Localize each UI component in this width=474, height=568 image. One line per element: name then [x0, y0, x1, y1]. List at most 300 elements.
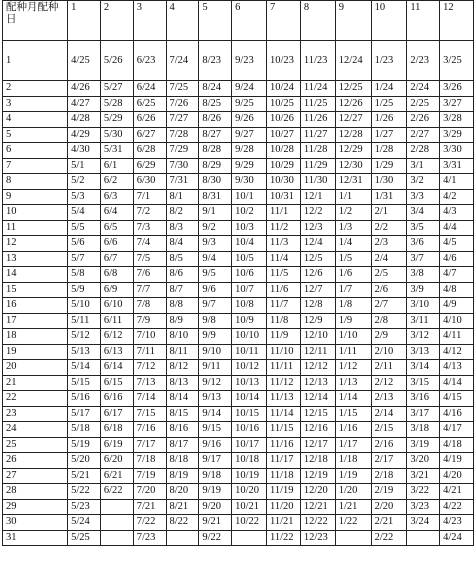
table-row [3, 453, 474, 469]
table-cell: 6/7 [100, 251, 133, 267]
table-cell: 9/6 [199, 282, 232, 298]
table-cell: 2/24 [407, 81, 440, 97]
table-cell: 6/10 [100, 298, 133, 314]
table-cell: 7/2 [133, 205, 166, 221]
table-cell: 4/6 [440, 251, 474, 267]
table-row [3, 515, 474, 531]
table-cell: 12/10 [300, 329, 335, 345]
table-cell: 11/19 [266, 484, 300, 500]
table-cell: 8/28 [199, 143, 232, 159]
day-label: 25 [3, 437, 68, 453]
table-cell: 10/13 [232, 375, 267, 391]
table-cell: 5/17 [68, 406, 101, 422]
table-cell: 7/15 [133, 406, 166, 422]
table-cell: 10/16 [232, 422, 267, 438]
table-cell: 7/27 [166, 112, 199, 128]
table-cell: 7/12 [133, 360, 166, 376]
table-cell: 6/26 [133, 112, 166, 128]
table-cell: 11/13 [266, 391, 300, 407]
day-label: 19 [3, 344, 68, 360]
table-cell: 11/30 [300, 174, 335, 190]
table-cell: 5/20 [68, 453, 101, 469]
table-cell: 10/19 [232, 468, 267, 484]
table-cell: 10/27 [266, 127, 300, 143]
table-cell: 1/7 [335, 282, 371, 298]
day-label: 18 [3, 329, 68, 345]
table-row [3, 236, 474, 252]
table-cell: 4/10 [440, 313, 474, 329]
table-cell: 9/13 [199, 391, 232, 407]
table-cell: 1/31 [371, 189, 407, 205]
table-cell: 9/2 [199, 220, 232, 236]
table-cell: 12/22 [300, 515, 335, 531]
table-cell: 10/26 [266, 112, 300, 128]
table-cell: 8/10 [166, 329, 199, 345]
table-cell: 12/23 [300, 530, 335, 546]
table-cell: 8/4 [166, 236, 199, 252]
month-header: 6 [232, 1, 267, 41]
table-cell: 12/5 [300, 251, 335, 267]
table-cell: 1/13 [335, 375, 371, 391]
table-cell: 10/23 [266, 41, 300, 81]
table-cell: 9/7 [199, 298, 232, 314]
table-cell: 12/21 [300, 499, 335, 515]
table-cell: 2/1 [371, 205, 407, 221]
table-cell: 4/22 [440, 499, 474, 515]
table-cell: 5/15 [68, 375, 101, 391]
table-cell: 1/10 [335, 329, 371, 345]
day-label: 7 [3, 158, 68, 174]
table-cell: 6/13 [100, 344, 133, 360]
table-cell: 7/9 [133, 313, 166, 329]
table-row [3, 174, 474, 190]
table-cell: 2/9 [371, 329, 407, 345]
month-header: 5 [199, 1, 232, 41]
table-cell: 1/3 [335, 220, 371, 236]
table-cell: 7/1 [133, 189, 166, 205]
table-cell: 9/9 [199, 329, 232, 345]
table-cell: 1/23 [371, 41, 407, 81]
table-cell: 2/4 [371, 251, 407, 267]
table-cell: 10/25 [266, 96, 300, 112]
table-cell: 8/13 [166, 375, 199, 391]
table-cell: 3/13 [407, 344, 440, 360]
day-label: 10 [3, 205, 68, 221]
table-row [3, 406, 474, 422]
table-row [3, 112, 474, 128]
table-cell: 12/17 [300, 437, 335, 453]
table-cell: 4/12 [440, 344, 474, 360]
day-label: 8 [3, 174, 68, 190]
table-cell: 7/28 [166, 127, 199, 143]
header-row [3, 1, 474, 41]
day-label: 30 [3, 515, 68, 531]
table-cell: 4/26 [68, 81, 101, 97]
table-cell: 8/1 [166, 189, 199, 205]
table-cell: 9/24 [232, 81, 267, 97]
table-cell: 10/5 [232, 251, 267, 267]
table-cell: 9/18 [199, 468, 232, 484]
table-cell: 3/19 [407, 437, 440, 453]
table-cell: 9/5 [199, 267, 232, 283]
table-cell: 3/10 [407, 298, 440, 314]
table-cell: 2/15 [371, 422, 407, 438]
table-cell: 6/11 [100, 313, 133, 329]
table-cell: 10/1 [232, 189, 267, 205]
table-row [3, 220, 474, 236]
table-cell: 2/26 [407, 112, 440, 128]
table-cell: 3/2 [407, 174, 440, 190]
table-cell: 12/3 [300, 220, 335, 236]
table-row [3, 158, 474, 174]
table-cell: 9/8 [199, 313, 232, 329]
table-cell [100, 515, 133, 531]
table-cell: 12/4 [300, 236, 335, 252]
table-cell: 9/20 [199, 499, 232, 515]
month-header: 1 [68, 1, 101, 41]
day-label: 13 [3, 251, 68, 267]
table-cell: 7/7 [133, 282, 166, 298]
table-cell: 8/23 [199, 41, 232, 81]
table-cell: 5/22 [68, 484, 101, 500]
month-header: 3 [133, 1, 166, 41]
table-cell: 12/1 [300, 189, 335, 205]
day-label: 1 [3, 41, 68, 81]
table-cell: 6/21 [100, 468, 133, 484]
table-cell: 5/28 [100, 96, 133, 112]
table-cell: 6/18 [100, 422, 133, 438]
table-cell: 7/5 [133, 251, 166, 267]
table-row [3, 41, 474, 81]
table-row [3, 530, 474, 546]
table-cell: 6/15 [100, 375, 133, 391]
table-cell: 11/3 [266, 236, 300, 252]
table-cell: 11/17 [266, 453, 300, 469]
table-cell: 1/16 [335, 422, 371, 438]
day-label: 4 [3, 112, 68, 128]
table-cell: 11/2 [266, 220, 300, 236]
table-cell: 8/9 [166, 313, 199, 329]
table-cell: 1/24 [371, 81, 407, 97]
table-cell: 9/17 [199, 453, 232, 469]
table-cell: 4/23 [440, 515, 474, 531]
table-cell: 10/4 [232, 236, 267, 252]
table-cell: 9/16 [199, 437, 232, 453]
table-row [3, 298, 474, 314]
table-cell: 12/26 [335, 96, 371, 112]
table-cell: 4/30 [68, 143, 101, 159]
table-cell: 5/10 [68, 298, 101, 314]
table-cell: 4/21 [440, 484, 474, 500]
table-cell: 1/29 [371, 158, 407, 174]
table-cell: 2/23 [407, 41, 440, 81]
table-cell: 4/5 [440, 236, 474, 252]
table-cell: 6/16 [100, 391, 133, 407]
table-row [3, 251, 474, 267]
table-row [3, 360, 474, 376]
table-cell: 11/18 [266, 468, 300, 484]
table-cell [100, 530, 133, 546]
table-cell: 3/26 [440, 81, 474, 97]
table-cell: 4/2 [440, 189, 474, 205]
day-label: 14 [3, 267, 68, 283]
table-cell: 7/6 [133, 267, 166, 283]
table-row [3, 375, 474, 391]
table-row [3, 205, 474, 221]
table-cell: 6/1 [100, 158, 133, 174]
table-cell: 5/30 [100, 127, 133, 143]
table-cell: 1/5 [335, 251, 371, 267]
table-cell: 12/18 [300, 453, 335, 469]
table-cell: 4/28 [68, 112, 101, 128]
table-cell: 12/27 [335, 112, 371, 128]
day-label: 29 [3, 499, 68, 515]
table-cell: 8/8 [166, 298, 199, 314]
table-cell: 4/27 [68, 96, 101, 112]
table-cell: 2/11 [371, 360, 407, 376]
table-cell: 8/20 [166, 484, 199, 500]
table-cell: 5/2 [68, 174, 101, 190]
table-cell: 12/20 [300, 484, 335, 500]
table-cell: 7/26 [166, 96, 199, 112]
table-cell: 11/7 [266, 298, 300, 314]
table-cell: 5/11 [68, 313, 101, 329]
day-label: 24 [3, 422, 68, 438]
table-row [3, 344, 474, 360]
table-cell: 4/9 [440, 298, 474, 314]
table-row [3, 81, 474, 97]
table-cell: 10/17 [232, 437, 267, 453]
table-cell [166, 530, 199, 546]
table-cell: 6/3 [100, 189, 133, 205]
table-cell: 11/5 [266, 267, 300, 283]
table-cell: 10/21 [232, 499, 267, 515]
table-cell: 12/29 [335, 143, 371, 159]
table-cell: 1/8 [335, 298, 371, 314]
table-row [3, 189, 474, 205]
table-cell: 3/25 [440, 41, 474, 81]
table-cell: 9/21 [199, 515, 232, 531]
table-cell: 9/23 [232, 41, 267, 81]
table-cell: 7/30 [166, 158, 199, 174]
table-cell: 5/31 [100, 143, 133, 159]
table-cell: 5/3 [68, 189, 101, 205]
table-cell: 5/4 [68, 205, 101, 221]
table-cell: 4/19 [440, 453, 474, 469]
table-cell: 5/8 [68, 267, 101, 283]
day-label: 16 [3, 298, 68, 314]
table-cell: 6/9 [100, 282, 133, 298]
table-cell: 1/2 [335, 205, 371, 221]
table-row [3, 313, 474, 329]
table-cell: 10/10 [232, 329, 267, 345]
day-label: 2 [3, 81, 68, 97]
month-header: 4 [166, 1, 199, 41]
table-cell: 4/3 [440, 205, 474, 221]
table-cell: 7/31 [166, 174, 199, 190]
table-cell: 1/18 [335, 453, 371, 469]
table-cell: 12/30 [335, 158, 371, 174]
table-cell: 1/12 [335, 360, 371, 376]
table-cell: 4/29 [68, 127, 101, 143]
table-cell: 12/6 [300, 267, 335, 283]
table-cell: 10/29 [266, 158, 300, 174]
table-cell: 11/24 [300, 81, 335, 97]
table-cell: 6/8 [100, 267, 133, 283]
table-cell: 9/29 [232, 158, 267, 174]
table-cell [407, 530, 440, 546]
table-cell: 8/15 [166, 406, 199, 422]
table-cell: 5/24 [68, 515, 101, 531]
table-cell: 7/14 [133, 391, 166, 407]
month-header: 2 [100, 1, 133, 41]
table-cell: 2/13 [371, 391, 407, 407]
table-cell: 3/16 [407, 391, 440, 407]
table-cell: 2/5 [371, 267, 407, 283]
table-cell: 11/14 [266, 406, 300, 422]
table-cell: 3/17 [407, 406, 440, 422]
table-cell: 6/17 [100, 406, 133, 422]
table-cell: 8/30 [199, 174, 232, 190]
table-cell: 10/3 [232, 220, 267, 236]
table-cell: 11/23 [300, 41, 335, 81]
table-cell: 3/8 [407, 267, 440, 283]
table-cell: 2/16 [371, 437, 407, 453]
day-label: 5 [3, 127, 68, 143]
table-cell: 1/22 [335, 515, 371, 531]
table-cell: 1/17 [335, 437, 371, 453]
table-cell: 2/6 [371, 282, 407, 298]
table-cell: 12/25 [335, 81, 371, 97]
month-header: 10 [371, 1, 407, 41]
table-cell: 6/25 [133, 96, 166, 112]
table-cell: 8/18 [166, 453, 199, 469]
table-cell: 6/14 [100, 360, 133, 376]
table-cell: 7/8 [133, 298, 166, 314]
table-cell: 11/16 [266, 437, 300, 453]
table-cell: 11/10 [266, 344, 300, 360]
table-cell: 2/27 [407, 127, 440, 143]
table-cell: 7/20 [133, 484, 166, 500]
table-cell: 9/19 [199, 484, 232, 500]
table-cell: 11/4 [266, 251, 300, 267]
table-cell: 10/12 [232, 360, 267, 376]
table-cell: 1/21 [335, 499, 371, 515]
table-cell: 5/18 [68, 422, 101, 438]
table-cell: 3/12 [407, 329, 440, 345]
table-cell: 5/19 [68, 437, 101, 453]
table-cell: 4/18 [440, 437, 474, 453]
table-row [3, 437, 474, 453]
table-cell: 7/23 [133, 530, 166, 546]
table-cell: 9/1 [199, 205, 232, 221]
table-cell: 11/28 [300, 143, 335, 159]
table-cell: 6/2 [100, 174, 133, 190]
table-cell: 6/22 [100, 484, 133, 500]
table-cell: 4/24 [440, 530, 474, 546]
table-row [3, 127, 474, 143]
month-header: 8 [300, 1, 335, 41]
table-cell: 6/6 [100, 236, 133, 252]
day-label: 3 [3, 96, 68, 112]
table-row [3, 499, 474, 515]
table-cell: 3/9 [407, 282, 440, 298]
table-cell: 10/24 [266, 81, 300, 97]
table-cell: 2/17 [371, 453, 407, 469]
table-cell: 6/12 [100, 329, 133, 345]
table-cell: 6/20 [100, 453, 133, 469]
table-row [3, 329, 474, 345]
table-cell: 8/31 [199, 189, 232, 205]
table-cell: 9/3 [199, 236, 232, 252]
table-cell: 12/15 [300, 406, 335, 422]
table-cell: 3/23 [407, 499, 440, 515]
table-cell: 2/12 [371, 375, 407, 391]
table-cell: 1/14 [335, 391, 371, 407]
table-cell: 2/18 [371, 468, 407, 484]
table-cell: 5/26 [100, 41, 133, 81]
table-cell: 8/2 [166, 205, 199, 221]
table-row [3, 391, 474, 407]
table-cell: 8/6 [166, 267, 199, 283]
table-cell: 1/19 [335, 468, 371, 484]
table-cell: 5/5 [68, 220, 101, 236]
table-cell: 2/14 [371, 406, 407, 422]
table-cell: 12/8 [300, 298, 335, 314]
table-row [3, 143, 474, 159]
table-cell: 9/25 [232, 96, 267, 112]
table-cell: 4/20 [440, 468, 474, 484]
table-cell: 1/11 [335, 344, 371, 360]
day-label: 23 [3, 406, 68, 422]
table-cell: 5/16 [68, 391, 101, 407]
table-cell: 7/17 [133, 437, 166, 453]
table-cell: 1/27 [371, 127, 407, 143]
table-cell: 11/8 [266, 313, 300, 329]
table-cell: 5/1 [68, 158, 101, 174]
due-date-table [2, 0, 474, 546]
day-label: 20 [3, 360, 68, 376]
table-cell: 3/31 [440, 158, 474, 174]
table-cell: 3/6 [407, 236, 440, 252]
table-cell: 10/6 [232, 267, 267, 283]
table-cell: 4/14 [440, 375, 474, 391]
table-cell [100, 499, 133, 515]
table-cell: 3/28 [440, 112, 474, 128]
table-cell: 6/29 [133, 158, 166, 174]
table-cell: 2/22 [371, 530, 407, 546]
table-cell: 3/30 [440, 143, 474, 159]
table-cell: 11/29 [300, 158, 335, 174]
table-cell: 4/17 [440, 422, 474, 438]
day-label: 21 [3, 375, 68, 391]
table-cell: 8/21 [166, 499, 199, 515]
table-cell: 8/7 [166, 282, 199, 298]
table-cell: 3/18 [407, 422, 440, 438]
table-cell: 3/29 [440, 127, 474, 143]
table-cell: 3/27 [440, 96, 474, 112]
table-cell: 9/27 [232, 127, 267, 143]
table-cell: 12/28 [335, 127, 371, 143]
table-cell: 11/27 [300, 127, 335, 143]
table-cell: 8/17 [166, 437, 199, 453]
table-cell: 12/14 [300, 391, 335, 407]
table-cell: 7/22 [133, 515, 166, 531]
table-cell: 4/4 [440, 220, 474, 236]
table-cell: 11/22 [266, 530, 300, 546]
table-cell: 7/11 [133, 344, 166, 360]
table-cell: 10/22 [232, 515, 267, 531]
